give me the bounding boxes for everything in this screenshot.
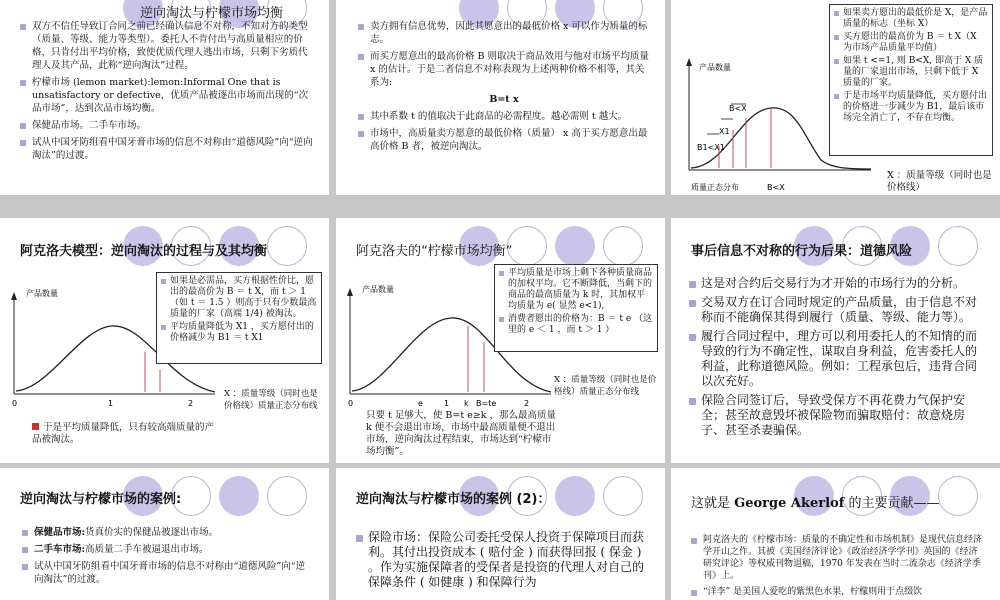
y-axis-label: 产品数量 [362, 285, 394, 294]
box-item: 买方愿出的最高价为 B ＝ t X（X 为市场产品质量平均值） [834, 32, 988, 54]
bullet: 阿克洛夫的《柠檬市场：质量的不确定性和市场机制》是现代信息经济学开山之作。其被《美国经济评论》《政治经济学学刊》英国的《经济研究评论》等权威刊物退稿，1970 年发表在当时二流杂志《经济学季刊》上。 [691, 534, 983, 582]
slide-akerlof-contribution[interactable] [671, 468, 1000, 600]
bullet: 保健品市场:货真价实的保健品被逐出市场。 [22, 526, 312, 539]
tick-b-te: B=te [476, 399, 497, 408]
slide-title: 事后信息不对称的行为后果：道德风险 [691, 244, 913, 259]
explanation-box [494, 264, 658, 352]
x-axis-note: X ：质量等级（同时也是价格线）质量正态分布线 [224, 389, 318, 411]
slide-title: 这就是 George Akerlof 的主要贡献—— [691, 496, 940, 511]
slide-moral-hazard[interactable] [671, 218, 1000, 463]
tick-2: 2 [188, 399, 194, 408]
tick-0: 0 [348, 399, 354, 408]
formula: B=t x [489, 94, 519, 105]
slide-price-signal[interactable] [336, 0, 665, 195]
bullet: 试从中国牙防组看中国牙膏市场的信息不对称由“道德风险”向“逆向淘汰”的过渡。 [20, 136, 316, 162]
bullet: 而买方愿意出的最高价格 B 则取决于商品效用与他对市场平均质量 x 的估计。于是二者信息不对称表现为上述两种价格不相等，其关系为: [358, 50, 650, 89]
box-item: 如果 t <=1, 则 B<X, 即高于 X 质量的厂家退出市场，只剩下低于 X 质量的厂家。 [834, 56, 988, 89]
slide-cases-1[interactable] [0, 468, 329, 600]
box-item: 平均质量是市场上剩下各种质量商品的加权平均。它不断降低，当剩下的商品的最高质量为 k 时，其加权平均质量为 e( 显然 e<1), [499, 268, 653, 312]
bullet-list [22, 526, 312, 590]
slide-akerlof-model[interactable] [0, 218, 329, 463]
slide-lemon-equilibrium[interactable] [336, 218, 665, 463]
box-item: 如果是必需品，买方根据性价比，愿出的最高价为 B ＝ t X，而 t ＞ 1 （如 t ＝ 1.5 ）则高于只有少数最高质量的厂家（高端 1/4) 被淘汰。 [161, 276, 317, 320]
conclusion-note: 于是平均质量降低，只有较高端质量的产品被淘汰。 [32, 422, 215, 445]
y-axis-label: 产品数量 [699, 63, 731, 72]
slide-title: 阿克洛夫模型：逆向淘汰的过程与及其均衡 [20, 244, 268, 259]
bullet: 履行合同过程中，理方可以利用委托人的不知情的而导致的行为不确定性，谋取自身利益，危害委托人的利益，此称道德风险。例如：工程承包后，违背合同以次充好。 [689, 329, 981, 389]
bullet-list [689, 276, 981, 442]
slide-cases-2[interactable] [336, 468, 665, 600]
tick-1: 1 [108, 399, 114, 408]
bullet: 其中系数 t 的值取决于此商品的必需程度。越必需则 t 越大。 [358, 110, 650, 123]
slide-title: 逆向淘汰与柠檬市场均衡 [140, 6, 284, 21]
slide-lemon-diagram[interactable] [671, 0, 1000, 195]
tick-k: k [464, 399, 469, 408]
label-x1: X1 [719, 127, 730, 136]
bullet: 保险市场：保险公司委托受保人投资于保障项目而获利。其付出投资成本 ( 赔付金 ) 而获得回报 ( 保金 ) 。作为实施保障者的受保者是投资的代理人对自己的保障条件 ( 如健康 ) 和保障行为 [356, 530, 648, 590]
box-item: 消费者愿出的价格为：B ＝ t e （这里的 e ＜ 1 ，而 t ＞ 1 ） [499, 314, 653, 336]
bullet: 保健品市场。二手车市场。 [20, 119, 316, 132]
explanation-box [156, 272, 322, 364]
box-item: 如果卖方愿出的最低价是 X，是产品质量的标志（坐标 X） [834, 8, 988, 30]
explanation-box [829, 4, 993, 156]
y-axis-label: 产品数量 [26, 289, 58, 298]
box-item: 平均质量降低为 X1 ，买方愿付出的价格减少为 B1 ＝ t X1 [161, 322, 317, 344]
bullet-list [691, 534, 983, 600]
slide-title: 逆向淘汰与柠檬市场的案例: [20, 492, 182, 507]
bullet: 柠檬市场 (lemon market):lemon:Informal One that is unsatisfactory or defective，优质产品被逐出市场而出现的“次品市场”，达到次品市场均衡。 [20, 76, 316, 115]
bullet: 二手车市场:高质量二手车被逼退出市场。 [22, 543, 312, 556]
red-marker-icon [32, 423, 39, 430]
tick-0: 0 [12, 399, 18, 408]
bullet: 市场中，高质量卖方愿意的最低价格（质量） x 高于买方愿意出最高价格 B 者，被逆向淘汰。 [358, 127, 650, 153]
bullet-list [356, 530, 648, 594]
x-axis-mid-label: B<X [767, 183, 785, 192]
slide-adverse-selection[interactable] [0, 0, 329, 195]
x-axis-left-label: 质量正态分布 [691, 183, 739, 192]
bullet: 保险合同签订后，导致受保方不再花费力气保护安全；甚至故意毁坏被保险物而骗取赔付：故意烧房子、甚至杀妻骗保。 [689, 393, 981, 438]
bullet: 这是对合约后交易行为才开始的市场行为的分析。 [689, 276, 981, 291]
bullet: 双方不信任导致订合同之前已经确认信息不对称，不知对方的类型（质量、等级、能力等类型）。委托人不肯付出与高质量相应的价格，只肯付出平均价格，致使优质代理人逃出市场，只剩下劣质代理人及其产品，此称“逆向淘汰”过程。 [20, 20, 316, 72]
label-b-less-x: B<X [729, 104, 747, 113]
slide-title: 阿克洛夫的“柠檬市场均衡” [356, 244, 513, 259]
bullet: 试从中国牙防组看中国牙膏市场的信息不对称由“道德风险”向“逆向淘汰”的过渡。 [22, 560, 312, 586]
box-item: 于是市场平均质量降低，买方愿付出的价格进一步减少为 B1，最后该市场完全消亡了，不存在均衡。 [834, 91, 988, 124]
conclusion-note: 只要 t 足够大，使 B=t e≥k ，那么最高质量 k 便不会退出市场，市场中最高质量便不退出市场，逆向淘汰过程结束，市场达到“柠檬市场均衡”。 [366, 410, 557, 457]
bullet: 卖方拥有信息优势，因此其愿意出的最低价格 x 可以作为质量的标志。 [358, 20, 650, 46]
x-axis-note: X ：质量等级（同时也是价格线） [887, 170, 992, 193]
bullet: “洋李” 是美国人爱吃的紫黑色水果，柠檬则用于点缀饮 [691, 586, 983, 598]
tick-e: e [418, 399, 423, 408]
x-axis-note: X ：质量等级（同时也是价格线）质量正态分布线 [554, 375, 657, 397]
tick-2: 2 [524, 399, 530, 408]
tick-1: 1 [444, 399, 450, 408]
bullet-list [20, 20, 316, 166]
bullet: 交易双方在订合同时规定的产品质量，由于信息不对称而不能确保其得到履行（质量、等级、能力等）。 [689, 295, 981, 325]
slide-title: 逆向淘汰与柠檬市场的案例 (2)： [356, 492, 551, 507]
label-b1-less-x1: B1<X1 [697, 143, 725, 152]
bullet-list [358, 20, 650, 157]
